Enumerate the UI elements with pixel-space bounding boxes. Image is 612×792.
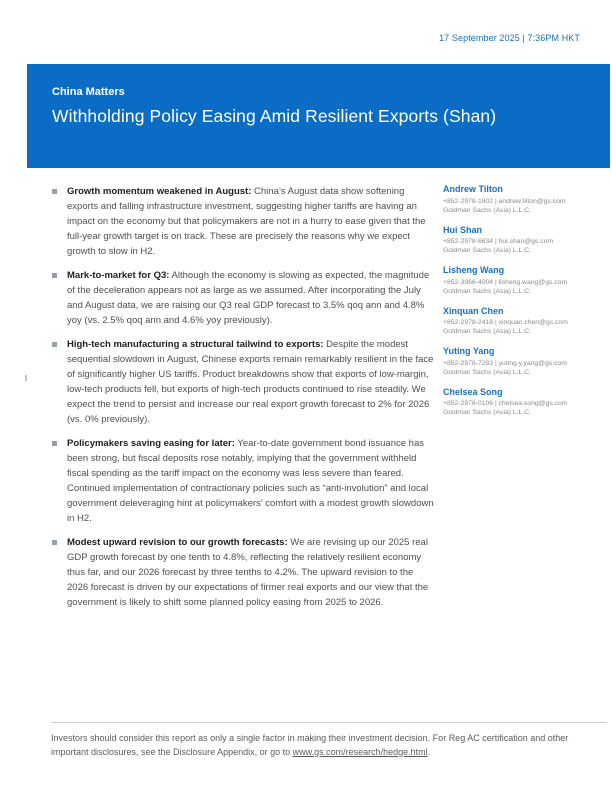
- bullet-lead: Modest upward revision to our growth forecasts:: [67, 537, 288, 548]
- bullet-text: China’s August data show softening exports and falling infrastructure investment, suggesting higher tariffs are having an impact on the economy but that policymakers are not in a hurry to ease given that the full-year growth target is on track. These are precisely the reasons why we expect growth to slow in H2.: [67, 186, 426, 257]
- author-name: Xinquan Chen: [443, 305, 504, 316]
- author-block: [443, 265, 583, 296]
- disclosure-text: [51, 732, 571, 759]
- bullet-text: Although the economy is slowing as expected, the magnitude of the deceleration appears not as large as we assumed. After incorporating the July and August data, we are raising our Q3 real GDP forecast to 3.5% qoq ann and 4.8% yoy (vs. 2.5% qoq ann and 4.6% yoy previously).: [67, 270, 430, 326]
- author-name: Lisheng Wang: [443, 265, 505, 275]
- author-contact: +852-2978-2418 | xinquan.chen@gs.com: [443, 319, 568, 326]
- disclosure-footer: [51, 722, 607, 759]
- summary-bullet: [52, 436, 436, 526]
- report-title: Withholding Policy Easing Amid Resilient Exports (Shan): [52, 106, 497, 126]
- author-contact: +852-2978-1802 | andrew.tilton@gs.com: [443, 197, 566, 205]
- footer-divider: [51, 722, 607, 723]
- author-sidebar: [443, 184, 583, 427]
- author-block: [443, 306, 583, 337]
- author-firm: Goldman Sachs (Asia) L.L.C.: [443, 206, 532, 214]
- author-block: [443, 225, 583, 256]
- author-name: Andrew Tilton: [443, 184, 503, 194]
- report-datetime: 17 September 2025 | 7:36PM HKT: [439, 33, 580, 43]
- author-contact: +852-2978-7283 | yuting.y.yang@gs.com: [443, 359, 567, 367]
- bullet-square-icon: [52, 189, 57, 194]
- author-block: [443, 387, 583, 418]
- summary-bullet: [52, 535, 436, 610]
- bullet-square-icon: [52, 342, 57, 347]
- author-name: Yuting Yang: [443, 346, 495, 356]
- author-firm: Goldman Sachs (Asia) L.L.C.: [443, 247, 532, 254]
- bullet-lead: High-tech manufacturing a structural tailwind to exports:: [67, 339, 324, 350]
- bullet-text: We are revising up our 2025 real GDP growth forecast by one tenth to 4.8%, reflecting the relatively resilient economy thus far, and our 2026 forecast by three tenths to 4.2%. The upward revision to the 2026 forecast is driven by our expectations of firmer real exports and our view that the government is likely to shift some planned policy easing from 2025 to 2026.: [67, 537, 429, 608]
- bullet-text: Year-to-date government bond issuance has been strong, but fiscal deposits rose notably, implying that the government withheld fiscal spending as the tariff impact on the economy was less severe than feared. Continued implementation of contractionary policies such as “anti-involution” and local government deleveraging hint at policymakers’ comfort with a modest growth slowdown in H2.: [67, 438, 434, 524]
- bullet-lead: Mark-to-market for Q3:: [67, 270, 170, 281]
- author-firm: Goldman Sachs (Asia) L.L.C.: [443, 409, 532, 416]
- author-firm: Goldman Sachs (Asia) L.L.C.: [443, 287, 532, 295]
- author-name: Chelsea Song: [443, 386, 503, 397]
- author-block: [443, 184, 583, 215]
- author-name: Hui Shan: [443, 224, 483, 235]
- summary-bullet: [52, 184, 436, 259]
- bullet-lead: Growth momentum weakened in August:: [67, 186, 252, 197]
- summary-bullet-list: [52, 184, 436, 610]
- bullet-square-icon: [52, 273, 57, 278]
- disclosure-text-before: Investors should consider this report as only a single factor in making their investment decision. For Reg AC certification and other important disclosures, see the Disclosure Appendix, or go to: [51, 733, 569, 757]
- author-contact: +852-2978-0106 | chelsea.song@gs.com: [443, 400, 568, 407]
- disclosure-link[interactable]: www.gs.com/research/hedge.html: [292, 746, 428, 757]
- bullet-lead: Policymakers saving easing for later:: [67, 438, 235, 449]
- bullet-square-icon: [52, 441, 57, 446]
- summary-section: [52, 184, 436, 619]
- summary-bullet: [52, 337, 436, 427]
- page-edge-mark: [25, 375, 27, 381]
- author-firm: Goldman Sachs (Asia) L.L.C.: [443, 368, 532, 376]
- disclosure-text-after: .: [427, 746, 431, 757]
- report-banner: [27, 64, 610, 168]
- author-contact: +852-2978-6634 | hui.shan@gs.com: [443, 238, 554, 245]
- author-contact: +852-3966-4004 | lisheng.wang@gs.com: [443, 278, 568, 286]
- bullet-text: Despite the modest sequential slowdown in August, Chinese exports remain remarkably resilient in the face of significantly higher US tariffs. Product breakdowns show that exports of low-margin, low-tech products fell, but exports of high-tech products continued to rise steadily. We expect the trend to persist and increase our real export growth forecast to 2% for 2026 (vs. 0% previously).: [67, 339, 434, 425]
- author-block: [443, 346, 583, 377]
- author-firm: Goldman Sachs (Asia) L.L.C.: [443, 328, 532, 335]
- bullet-square-icon: [52, 540, 57, 545]
- series-title: China Matters: [52, 86, 125, 98]
- summary-bullet: [52, 268, 436, 328]
